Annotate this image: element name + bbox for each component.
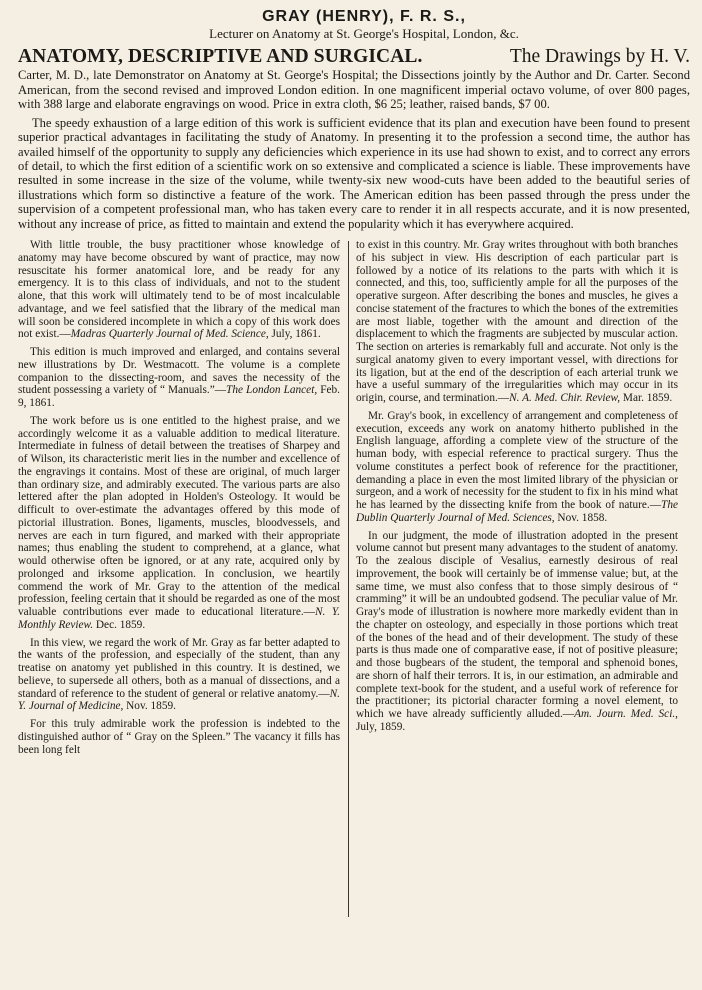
review-columns <box>18 239 690 919</box>
review-source: The London Lancet, <box>226 384 318 397</box>
review-entry <box>18 239 340 341</box>
review-entry <box>18 346 340 410</box>
author-role: Lecturer on Anatomy at St. George's Hospital, London, &c. <box>209 26 519 41</box>
right-column <box>356 239 678 739</box>
review-text: to exist in this country. Mr. Gray writes throughout with both branches of his subject in view. His description of each particular part is followed by a notice of its relations to the parts with which it is connected, and this, too, sufficiently ample for all the purposes of the operative surgeon. After describing the bones and muscles, he gives a concise statement of the fractures to which the bones of the extremities are most liable, together with the amount and direction of the displacement to which the fragments are subjected by muscular action. The section on arteries is remarkably full and accurate. Not only is the surgical anatomy given to every important vessel, with directions for its ligation, but at the end of the description of each arterial trunk we have a useful summary of the irregularities which may occur in its origin, course, and termination.— <box>356 239 678 405</box>
review-source: N. A. Med. Chir. Review, <box>509 392 621 405</box>
review-source: N. Y. Journal of Medicine, <box>18 687 340 713</box>
review-text: With little trouble, the busy practitioner whose knowledge of anatomy may have become obscured by want of practice, may now resuscitate his former anatomical lore, and be ready for any emergency. It is to this class of individuals, and not to the student alone, that this work will ultimately tend to be of most incalculable advantage, and we feel satisfied that the library of the medical man will soon be considered incomplete in which a copy of this work does not exist.— <box>18 239 340 341</box>
book-title-line <box>18 47 690 68</box>
review-source: N. Y. Monthly Review. <box>18 606 340 631</box>
review-entry <box>356 239 678 405</box>
book-details: Carter, M. D., late Demonstrator on Anatomy at St. George's Hospital; the Dissections jointly by the Author and Dr. Carter. Second American, from the second revised and improved London edition. In one magnificent imperial octavo volume, of over 800 pages, with 388 large and elaborate engravings on wood. Price in extra cloth, $6 25; leather, raised bands, $7 00. <box>18 68 690 112</box>
book-description: The speedy exhaustion of a large edition of this work is sufficient evidence that its plan and execution have been found to present superior practical advantages in facilitating the study of Anatomy. In presenting it to the profession a second time, the author has availed himself of the opportunity to supply any deficiencies which experience in its use had shown to exist, and to correct any errors of detail, to which the first edition of a scientific work on so extensive and complicated a science is liable. These improvements have resulted in some increase in the size of the volume, while twenty-six new wood-cuts have been added to the beautiful series of illustrations which form so distinctive a feature of the work. The American edition has been passed through the press under the supervision of a competent professional man, who has taken every care to render it in all respects accurate, and it is now presented, without any increase of price, as fitted to maintain and extend the popularity which it has everywhere acquired. <box>18 115 690 231</box>
review-entry <box>356 410 678 525</box>
review-date: Nov. 1858. <box>554 511 608 524</box>
column-divider <box>348 241 349 917</box>
review-date: July, 1859. <box>356 720 406 733</box>
review-date: Mar. 1859. <box>620 392 673 405</box>
review-date: Dec. 1859. <box>93 618 146 631</box>
review-source: The Dublin Quarterly Journal of Med. Sciences, <box>356 499 678 524</box>
review-text: In our judgment, the mode of illustration adopted in the present volume cannot but present many advantages to the student of anatomy. To the zealous disciple of Vesalius, earnestly desirous of real improvement, the book will certainly be of immense value; but, at the same time, we must also confess that to those simply desirous of “ cramming” it will be an undoubted godsend. The peculiar value of Mr. Gray's mode of illustration is nowhere more markedly evident than in the chapter on osteology, and especially in those portions which treat of the bones of the head and of their development. The study of these parts is thus made one of comparative ease, if not of positive pleasure; and those bugbears of the student, the temporal and sphenoid bones, are shorn of half their terrors. It is, in our estimation, an admirable and complete text-book for the student, and a useful work of reference for the practitioner; its pictorial character forming a novel element, to which we have already sufficiently alluded.— <box>356 529 678 721</box>
left-column <box>18 239 340 761</box>
review-date: Feb. 9, 1861. <box>18 384 340 410</box>
book-title-tail: The Drawings by H. V. <box>509 46 690 67</box>
review-text: In this view, we regard the work of Mr. Gray as far better adapted to the wants of the profession, and especially of the student, than any treatise on anatomy yet published in this country. It is destined, we believe, to supersede all others, both as a manual of dissections, and a standard of reference to the student of general or relative anatomy.— <box>18 636 340 700</box>
review-text: This edition is much improved and enlarged, and contains several new illustrations by Dr. Westmacott. The volume is a complete companion to the dissecting-room, and saves the necessity of the student possessing a variety of “ Manuals.”— <box>18 346 340 397</box>
catalogue-page <box>18 8 690 919</box>
review-source: Am. Journ. Med. Sci., <box>574 708 678 721</box>
review-text: For this truly admirable work the profession is indebted to the distinguished author of “ Gray on the Spleen.” The vacancy it fills has been long felt <box>18 718 340 756</box>
review-text: The work before us is one entitled to the highest praise, and we accordingly welcome it as a valuable addition to medical literature. Intermediate in fulness of detail between the treatises of Sharpey and of Wilson, its characteristic merit lies in the number and excellence of the engravings it contains. Most of these are original, of much larger than ordinary size, and admirably executed. The various parts are also lettered after the plan adopted in Holden's Osteology. It would be difficult to over-estimate the advantages offered by this mode of pictorial illustration. Bones, ligaments, muscles, bloodvessels, and nerves are each in turn figured, and marked with their appropriate names; thus enabling the student to comprehend, at a glance, what would otherwise often be ignored, or at any rate, acquired only by prolonged and irksome application. In conclusion, we heartily commend the work of Mr. Gray to the attention of the medical profession, feeling certain that it should be regarded as one of the most valuable contributions ever made to educational literature.— <box>18 414 340 619</box>
review-entry <box>18 637 340 714</box>
review-date: July, 1861. <box>268 328 321 341</box>
review-source: Madras Quarterly Journal of Med. Science, <box>70 328 269 341</box>
review-entry <box>356 530 678 734</box>
review-text: Mr. Gray's book, in excellency of arrangement and completeness of execution, exceeds any work on anatomy hitherto published in the English language, affording a complete view of the structure of the human body, with especial reference to practical surgery. Thus the volume constitutes a perfect book of reference for the practitioner, demanding a place in even the most limited library of the physician or surgeon, and a work of necessity for the student to fix in his mind what he has learned by the dissecting knife from the book of nature.— <box>356 409 678 512</box>
author-heading: GRAY (HENRY), F. R. S., <box>262 8 466 25</box>
review-entry <box>18 718 340 756</box>
book-title: ANATOMY, DESCRIPTIVE AND SURGICAL. <box>18 46 423 67</box>
review-entry <box>18 415 340 632</box>
review-date: Nov. 1859. <box>123 700 176 713</box>
